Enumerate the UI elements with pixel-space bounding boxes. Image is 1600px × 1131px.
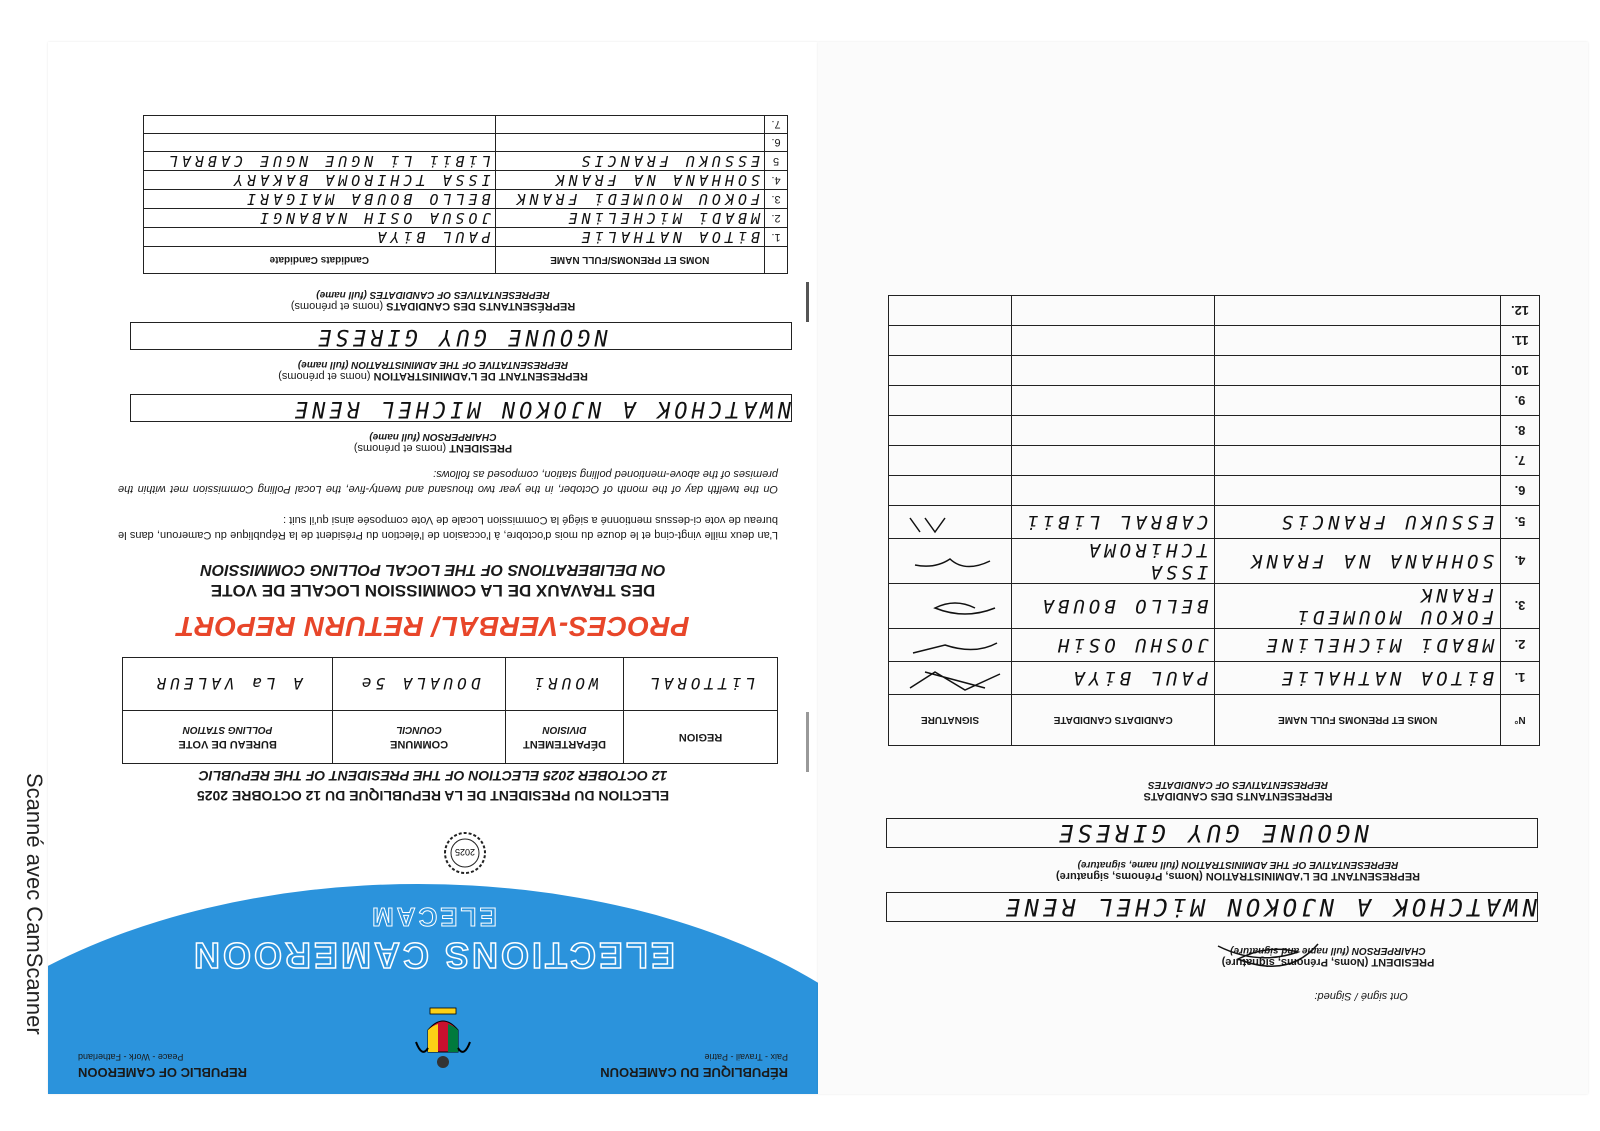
table-row: 6. (889, 476, 1540, 506)
admin-rep-label: REPRESENTANT DE L'ADMINISTRATION (noms et prénoms) REPRESENTATIVE OF THE ADMINISTRATION (full name) (278, 359, 588, 382)
polling-station-header: BUREAU DE VOTE POLLING STATION (123, 711, 333, 764)
president-signature (1208, 934, 1328, 974)
table-row: 4. SOHHANA NA FRANK ISSA TCHIROMA BAKARY (144, 171, 788, 190)
right-page (818, 42, 1588, 1094)
report-title: PROCES-VERBAL/ RETURN REPORT (176, 611, 690, 642)
camscanner-watermark: Scanné avec CamScanner (22, 773, 47, 1035)
table-row: 1. BiTOA NATHALiE PAUL BiYA (889, 662, 1540, 695)
table-row: 9. (889, 386, 1540, 416)
admin-name-signed: NGOUNE GUY GIRESE (886, 818, 1538, 848)
table-row: 11. (889, 326, 1540, 356)
document-header (48, 849, 818, 1094)
council-value: DOUALA 5e (333, 658, 506, 711)
signature-cell (889, 539, 1012, 584)
division-header: DÉPARTEMENT DIVISION (505, 711, 623, 764)
signature-cell (889, 584, 1012, 629)
table-row: 5 ESSUKU FRANCIS LiBii Li NGUE NGUE CABRAL (144, 152, 788, 171)
col-number: N° (1501, 695, 1540, 746)
location-table (122, 657, 778, 764)
table-row: 12. (889, 296, 1540, 326)
election-title-fr: ELECTION DU PRESIDENT DE LA REPUBLIQUE DU 12 OCTOBRE 2025 (196, 788, 670, 804)
table-row: 10. (889, 356, 1540, 386)
table-row: 2. MBADi MiCHELiNE JOSUA OSIH NABANGI (144, 209, 788, 228)
republic-en: REPUBLIC OF CAMEROON (78, 1065, 247, 1080)
motto-en: Peace - Work - Fatherland (78, 1052, 184, 1062)
table-row: 3. FOKOU MOUMEDi FRANK BELLO BOUBA (889, 584, 1540, 629)
intro-paragraph-en: On the twelfth day of the month of October, in the year two thousand and twenty-five, the Local Polling Commission met within the premises of the above-mentioned polling station, composed as follows: (118, 468, 778, 495)
table-row: 4. SOHHANA NA FRANK ISSA TCHiROMA (889, 539, 1540, 584)
signature-cell (889, 662, 1012, 695)
col-candidate: Candidats Candidate (144, 247, 496, 274)
president-name-signed: NWATCHOK A NJOKON MiCHEL RENE (886, 892, 1538, 922)
signature-mark (905, 551, 1005, 577)
polling-station-value: A La VALEUR (123, 658, 333, 711)
table-row: 3. FOKOU MOUMEDi FRANK BELLO BOUBA MAIGARI (144, 190, 788, 209)
table-row: 1. BiTOA NATHALiE PAUL BiYA (144, 228, 788, 247)
col-signature: SIGNATURE (889, 695, 1012, 746)
president-name-field: NWATCHOK A NJOKON MICHEL RENE (130, 394, 792, 422)
admin-signature-label: REPRESENTANT DE L'ADMINISTRATION (Noms, Prénoms, signature) REPRESENTATIVE OF THE ADMINISTRATION (full name, signature) (1056, 859, 1421, 882)
left-page (48, 42, 818, 1094)
signature-cell (889, 629, 1012, 662)
signature-mark (905, 635, 1005, 661)
election-title-en: 12 OCTOBER 2025 ELECTION OF THE PRESIDENT OF THE REPUBLIC (198, 768, 668, 784)
signature-mark (905, 512, 1005, 538)
election-seal-icon (442, 830, 488, 876)
table-row: 5. ESSUKU FRANCiS CABRAL LiBii (889, 506, 1540, 539)
division-value: WOURi (505, 658, 623, 711)
blue-banner (48, 884, 818, 1094)
elections-cameroon-title: ELECTIONS CAMEROON (191, 935, 676, 976)
elecam-title: ELECAM (369, 902, 497, 932)
intro-paragraph-fr: L'an deux mille vingt-cinq et le douze du mois d'octobre, à l'occasion de l'élection du Président de la République du Cameroun, dans le bureau de vote ci-dessus mentionné a siégé la Commission Locale de Vote composée ainsi qu'il suit : (118, 514, 778, 541)
signature-mark (905, 668, 1005, 694)
col-full-name: NOMS ET PRENOMS/FULL NAME (495, 247, 764, 274)
motto-fr: Paix - Travail - Patrie (704, 1052, 788, 1062)
table-row: 7. (889, 446, 1540, 476)
report-subtitle-fr: DES TRAVAUX DE LA COMMISSION LOCALE DE VOTE (210, 581, 656, 600)
binding-mark (806, 282, 809, 322)
signed-label: Ont signé / Signed: (1314, 990, 1408, 1002)
reps-signature-label: REPRESENTANTS DES CANDIDATS REPRESENTATIVES OF CANDIDATES (1143, 779, 1333, 802)
signature-mark (905, 596, 1005, 622)
report-subtitle-en: ON DELIBERATIONS OF THE LOCAL POLLING COMMISSION (200, 561, 666, 578)
president-signature-label: PRESIDENT (Noms, Prénoms, signature) CHAIRPERSON (full name and signature) (1221, 945, 1435, 968)
region-header: REGION (624, 711, 778, 764)
candidate-reps-table (143, 115, 788, 274)
binding-mark (806, 712, 809, 772)
coat-of-arms-icon (408, 1002, 478, 1072)
table-row: 7. (144, 116, 788, 134)
table-row: 2. MBADi MiCHELiNE JOSHU OSiH (889, 629, 1540, 662)
col-candidate: CANDIDATS CANDIDATE (1012, 695, 1215, 746)
candidate-reps-signature-table (888, 295, 1540, 746)
republic-fr: RÉPUBLIQUE DU CAMEROUN (600, 1065, 788, 1080)
svg-text:2025: 2025 (454, 847, 476, 857)
signature-cell (889, 506, 1012, 539)
table-row: 8. (889, 416, 1540, 446)
table-row: 6. (144, 134, 788, 152)
president-label: PRESIDENT (noms et prénoms) CHAIRPERSON (full name) (353, 431, 513, 454)
council-header: COMMUNE COUNCIL (333, 711, 506, 764)
admin-rep-name-field: NGOUNE GUY GIRESE (130, 322, 792, 350)
col-full-name: NOMS ET PRENOMS FULL NAME (1215, 695, 1501, 746)
candidate-reps-label: REPRÉSENTANTS DES CANDIDATS (noms et prénoms) REPRESENTATIVES OF CANDIDATES (full name) (290, 289, 576, 312)
region-value: LiTTORAL (624, 658, 778, 711)
